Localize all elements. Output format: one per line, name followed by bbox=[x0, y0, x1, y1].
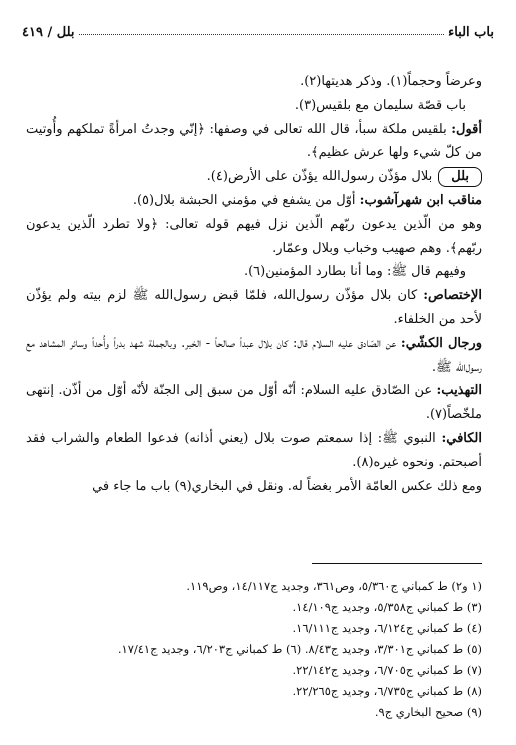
paragraph-8-text: عن الصّادق عليه السلام قال: كان بلال عبداً صالحاً - الخبر. وبالجملة شهد بدراً وأُحداً وسائر المشاهد مع رسول‌الله ﷺ. bbox=[26, 335, 482, 375]
paragraph-4-text: أوّل من يشفع في مؤمني الحبشة بلال(٥). bbox=[132, 192, 360, 208]
paragraph-9-text: عن الصّادق عليه السلام: أنّه أوّل من سبق إلى الجنّة لأنّه أوّل من أذّن. إنتهى ملخّصاً(٧). bbox=[26, 383, 482, 423]
paragraph-4-lead: مناقب ابن شهرآشوب: bbox=[359, 192, 482, 208]
footnote-line: (٧) ط كمباني ج٦/٧٠٥، وجديد ج٢٢/١٤٢. bbox=[292, 663, 482, 677]
header-page-number: بلل / ٤١٩ bbox=[22, 25, 75, 40]
header-chapter-title: باب الباء bbox=[448, 25, 494, 40]
paragraph-7-lead: الإختصاص: bbox=[423, 288, 482, 304]
entry-heading-box: بلل bbox=[438, 167, 482, 187]
paragraph-10 bbox=[26, 427, 482, 475]
footnote-line: (٤) ط كمباني ج٦/١٢٤، وجديد ج١٦/١١١. bbox=[292, 621, 482, 635]
header-dot-leader bbox=[79, 34, 445, 35]
paragraph-3-text: بلقيس ملكة سبأ، قال الله تعالى في وصفها: ﴿إنّي وجدتُ امرأةً تملكهم وأُوتيت من كلّ شيء ولها عرش عظيم﴾. bbox=[26, 121, 482, 161]
footnotes bbox=[26, 576, 482, 723]
paragraph-5: وهو من الّذين يدعون ربّهم الّذين نزل فيهم قوله تعالى: ﴿ولا تطرد الّذين يدعون ربّهم﴾. وهم صهيب وخباب وبلال وعمّار. bbox=[26, 216, 482, 256]
paragraph-9-lead: التهذيب: bbox=[436, 383, 482, 399]
paragraph-7 bbox=[26, 284, 482, 332]
footnote-divider bbox=[312, 563, 482, 564]
footnote-line: (٣) ط كمباني ج٥/٣٥٨، وجديد ج١٤/١٠٩. bbox=[292, 600, 482, 614]
paragraph-7-text: كان بلال مؤذّن رسول‌الله، فلمّا قبض رسول‌الله ﷺ لزم بيته ولم يؤذّن لأحد من الخلفاء. bbox=[26, 288, 482, 327]
footnote-line: (١ و٢) ط كمباني ج٥/٣٦٠، وص٣٦١، وجديد ج١٤/١١٧، وص١١٩. bbox=[186, 579, 482, 593]
main-text bbox=[26, 70, 482, 498]
paragraph-2: باب قصّة سليمان مع بلقيس(٣). bbox=[294, 97, 466, 113]
paragraph-9 bbox=[26, 379, 482, 427]
paragraph-3 bbox=[26, 118, 482, 166]
entry-heading-text: بلال مؤذّن رسول‌الله يؤذّن على الأرض(٤). bbox=[206, 169, 433, 185]
footnote-line: (٥) ط كمباني ج٣/٣٠١، وجديد ج٨/٤٣. (٦) ط كمباني ج٦/٢٠٣، وجديد ج١٧/٤١. bbox=[117, 642, 482, 656]
paragraph-3-lead: أقول: bbox=[451, 121, 482, 137]
paragraph-8 bbox=[26, 332, 482, 380]
paragraph-10-text: النبوي ﷺ: إذا سمعتم صوت بلال (يعني أذانه) فدعوا الطعام والشراب فقد أصبحتم. ونحوه غيره(٨). bbox=[26, 430, 482, 470]
paragraph-6: وفيهم قال ﷺ: وما أنا بطارد المؤمنين(٦). bbox=[243, 264, 466, 280]
paragraph-10-lead: الكافي: bbox=[441, 430, 482, 446]
running-header bbox=[22, 14, 494, 40]
footnote-line: (٨) ط كمباني ج٦/٧٣٥، وجديد ج٢٢/٢٦٥. bbox=[292, 684, 482, 698]
paragraph-4 bbox=[26, 189, 482, 213]
paragraph-1: وعرضاً وحجماً(١). وذكر هديتها(٢). bbox=[300, 74, 482, 89]
paragraph-11: ومع ذلك عكس العامّة الأمر بغضاً له. ونقل في البخاري(٩) باب ما جاء في bbox=[92, 478, 482, 494]
entry-heading bbox=[26, 165, 482, 189]
footnote-line: (٩) صحيح البخاري ج٩. bbox=[374, 705, 482, 719]
paragraph-8-lead: ورجال الكشّي: bbox=[400, 335, 482, 351]
